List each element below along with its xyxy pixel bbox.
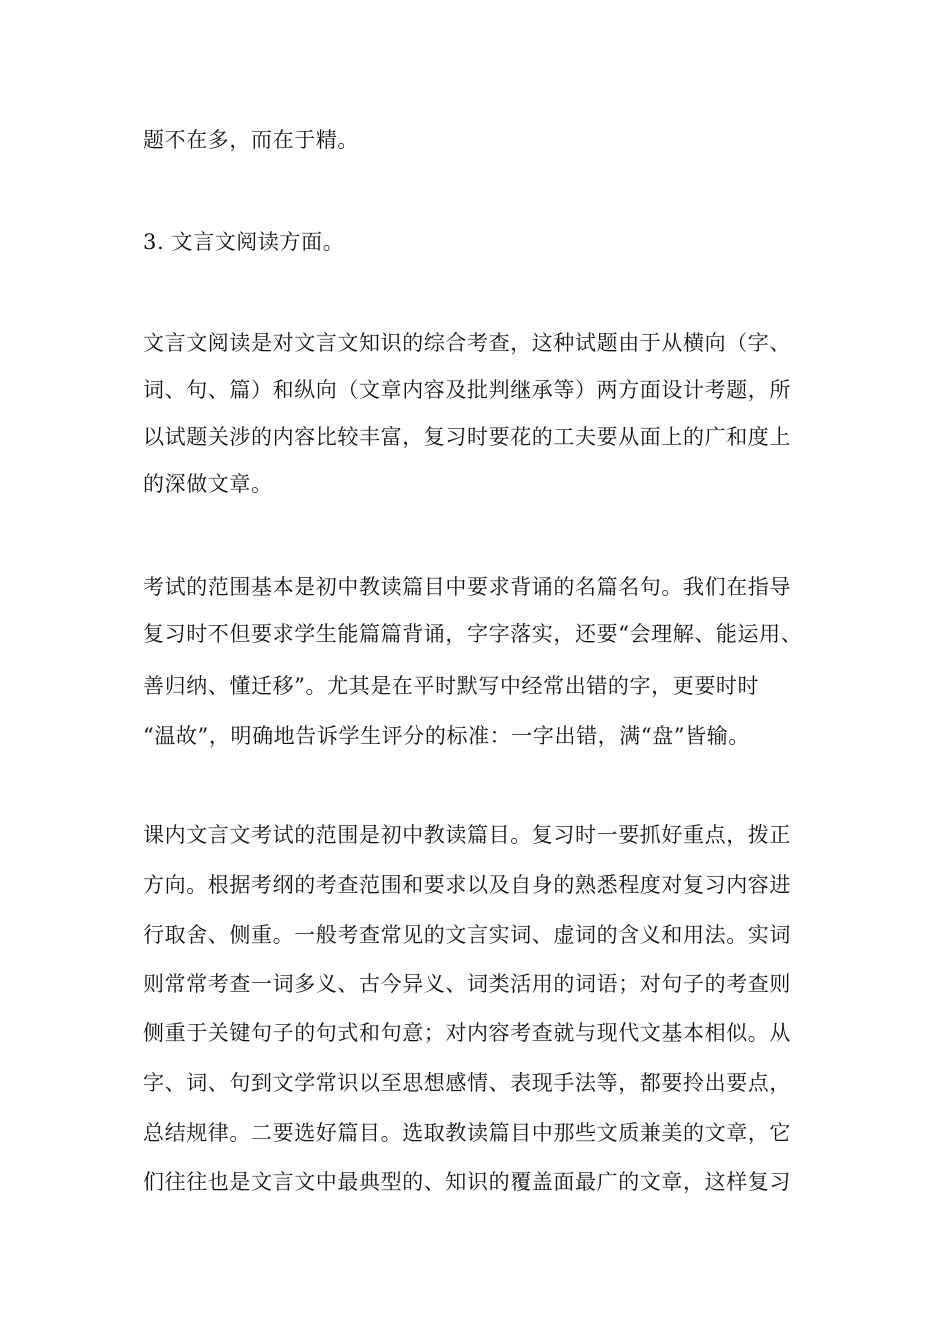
- paragraph-4-line-1: 考试的范围基本是初中教读篇目中要求背诵的名篇名句。我们在指导: [143, 575, 791, 599]
- paragraph-5-line-4: 则常常考查一词多义、古今异义、词类活用的词语；对句子的考查则: [143, 972, 791, 996]
- paragraph-3-line-1: 文言文阅读是对文言文知识的综合考查，这种试题由于从横向（字、: [143, 331, 791, 355]
- paragraph-3-line-4: 的深做文章。: [143, 472, 273, 496]
- paragraph-5-line-6: 字、词、句到文学常识以至思想感情、表现手法等，都要拎出要点，: [143, 1071, 791, 1095]
- paragraph-5-line-2: 方向。根据考纲的考查范围和要求以及自身的熟悉程度对复习内容进: [143, 873, 791, 897]
- paragraph-5-line-8: 们往往也是文言文中最典型的、知识的覆盖面最广的文章，这样复习: [143, 1170, 791, 1194]
- paragraph-5-line-7: 总结规律。二要选好篇目。选取教读篇目中那些文质兼美的文章，它: [143, 1121, 791, 1145]
- paragraph-5-line-5: 侧重于关键句子的句式和句意；对内容考查就与现代文基本相似。从: [143, 1021, 791, 1045]
- paragraph-4-line-3: 善归纳、懂迁移”。尤其是在平时默写中经常出错的字，更要时时: [143, 674, 760, 698]
- paragraph-3-line-3: 以试题关涉的内容比较丰富，复习时要花的工夫要从面上的广和度上: [143, 425, 791, 449]
- paragraph-3-line-2: 词、句、篇）和纵向（文章内容及批判继承等）两方面设计考题，所: [143, 378, 791, 402]
- section-heading: 3. 文言文阅读方面。: [143, 230, 345, 254]
- paragraph-1-line-1: 题不在多，而在于精。: [143, 128, 359, 152]
- paragraph-5-line-3: 行取舍、侧重。一般考查常见的文言实词、虚词的含义和用法。实词: [143, 923, 791, 947]
- paragraph-4-line-4: “温故”，明确地告诉学生评分的标准：一字出错，满“盘”皆输。: [143, 724, 750, 748]
- paragraph-4-line-2: 复习时不但要求学生能篇篇背诵，字字落实，还要“会理解、能运用、: [143, 622, 803, 646]
- paragraph-5-line-1: 课内文言文考试的范围是初中教读篇目。复习时一要抓好重点，拨正: [143, 823, 791, 847]
